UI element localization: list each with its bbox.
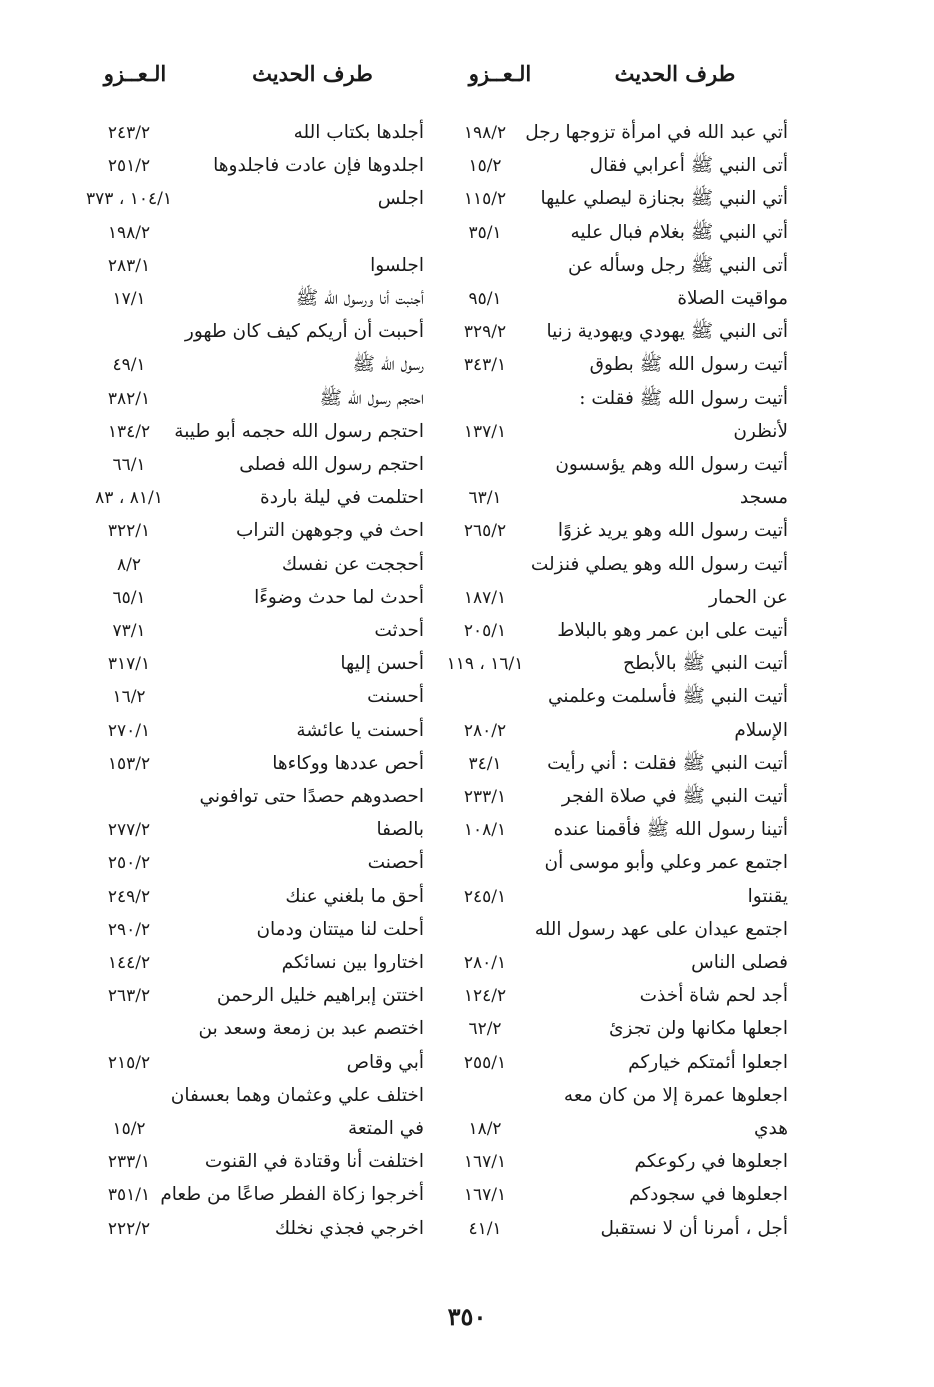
left-reference: ٢١٥/٢ (107, 1053, 151, 1073)
left-reference-header: الـعــزو (103, 61, 167, 86)
page-number: ٣٥٠ (447, 1302, 487, 1331)
right-hadith-entry: عن الحمار (709, 587, 788, 608)
right-hadith-entry: أتيت النبي ﷺ بالأبطح (623, 653, 788, 674)
left-hadith-entry: رسول الله ﷺ (352, 354, 424, 375)
right-reference: ٣٤٣/١ (463, 355, 507, 375)
left-hadith-entry: اختلف علي وعثمان وهما بعسفان (170, 1085, 424, 1106)
right-reference (430, 915, 540, 945)
right-reference: ٦٣/١ (468, 488, 502, 508)
left-hadith-entry: اختاروا بين نسائكم (281, 952, 424, 973)
right-reference: ١٦٧/١ (463, 1152, 507, 1172)
left-reference: ٢٤٣/٢ (107, 123, 151, 143)
right-hadith-entry: أتيت رسول الله ﷺ بطوق (589, 354, 788, 375)
left-reference: ٢٥١/٢ (107, 156, 151, 176)
left-reference: ٢٢٢/٢ (107, 1219, 151, 1239)
left-hadith-entry: أجلدها بكتاب الله (293, 122, 424, 143)
left-hadith-entry: احتلمت في ليلة باردة (260, 487, 424, 508)
left-reference: ٣١٧/١ (107, 654, 151, 674)
left-hadith-entry (180, 218, 424, 248)
left-hadith-entry: أحص عددها ووكاءها (272, 753, 424, 774)
right-hadith-entry: اجعلها مكانها ولن تجزئ (609, 1018, 788, 1039)
left-reference (68, 1081, 190, 1111)
right-hadith-entry: اجعلوها عمرة إلا من كان معه (563, 1085, 788, 1106)
left-hadith-entry: أبي وقاص (346, 1052, 424, 1073)
left-hadith-entry: أحببت أن أريكم كيف كان طهور (184, 321, 424, 342)
right-hadith-entry: اجعلوها في ركوعكم (634, 1151, 788, 1172)
right-reference: ٩٥/١ (468, 289, 502, 309)
left-hadith-entry: اجلدوها فإن عادت فاجلدوها (213, 155, 424, 176)
right-reference: ٢٦٥/٢ (463, 521, 507, 541)
left-hadith-entry: أحصنت (367, 852, 424, 873)
right-reference: ٢٤٥/١ (463, 887, 507, 907)
right-reference: ٣٢٩/٢ (463, 322, 507, 342)
left-hadith-entry: احتجم رسول الله حجمه أبو طيبة (174, 421, 424, 442)
left-hadith-entry: احتجم رسول الله ﷺ (319, 388, 424, 409)
left-reference: ١٥٣/٢ (107, 754, 151, 774)
left-reference: ٢٨٣/١ (107, 256, 151, 276)
left-hadith-entry: بالصفا (376, 819, 424, 840)
left-hadith-entry: اجلسوا (370, 255, 424, 276)
left-reference: ٢٤٩/٢ (107, 887, 151, 907)
left-reference: ٨/٢ (117, 555, 141, 575)
left-hadith-entry: احث في وجوههن التراب (235, 520, 424, 541)
left-reference (68, 317, 190, 347)
right-hadith-entry: مواقيت الصلاة (677, 288, 788, 309)
right-hadith-entry: هدي (754, 1118, 788, 1139)
left-reference: ٦٥/١ (112, 588, 146, 608)
right-reference: ١٢٤/٢ (463, 986, 507, 1006)
right-hadith-entry: اجتمع عمر وعلي وأبو موسى أن (544, 852, 788, 873)
left-hadith-entry: أحدثت (374, 620, 424, 641)
left-hadith-entry: احتجم رسول الله فصلى (239, 454, 424, 475)
left-hadith-entry: أخرجوا زكاة الفطر صاعًا من طعام (160, 1184, 424, 1205)
right-reference (430, 848, 540, 878)
left-reference: ١٥/٢ (112, 1119, 146, 1139)
right-reference (430, 450, 540, 480)
left-reference: ٤٩/١ (112, 355, 146, 375)
left-hadith-entry: أحق ما بلغني عنك (285, 886, 424, 907)
right-reference: ١٦/١ ، ١١٩ (446, 654, 524, 674)
right-hadith-entry: اجعلوها في سجودكم (629, 1184, 788, 1205)
right-hadith-entry: أتيت رسول الله وهو يصلي فنزلت (530, 554, 788, 575)
right-reference (430, 384, 540, 414)
right-reference: ١٥/٢ (468, 156, 502, 176)
left-reference: ٧٣/١ (112, 621, 146, 641)
left-reference: ٢٥٠/٢ (107, 853, 151, 873)
left-hadith-entry: أحججت عن نفسك (281, 554, 424, 575)
right-reference: ٦٢/٢ (468, 1019, 502, 1039)
right-reference (430, 1081, 540, 1111)
left-hadith-entry: اختلفت أنا وقتادة في القنوت (204, 1151, 424, 1172)
right-reference: ٢٨٠/١ (463, 953, 507, 973)
left-reference: ٢٩٠/٢ (107, 920, 151, 940)
left-reference (68, 782, 190, 812)
left-hadith-entry: في المتعة (347, 1118, 424, 1139)
left-reference: ١٣٤/٢ (107, 422, 151, 442)
left-hadith-entry: أجنبت أنا ورسول الله ﷺ (295, 288, 424, 309)
left-hadith-header: طرف الحديث (252, 61, 373, 86)
right-hadith-entry: الإسلام (734, 720, 788, 741)
right-hadith-entry: لأنظرن (733, 421, 788, 442)
right-reference: ٣٤/١ (468, 754, 502, 774)
left-reference: ٢٧٧/٢ (107, 820, 151, 840)
right-reference (430, 682, 540, 712)
left-reference: ٢٦٣/٢ (107, 986, 151, 1006)
right-reference: ١٨/٢ (468, 1119, 502, 1139)
left-hadith-entry: أحسنت (367, 686, 424, 707)
right-hadith-entry: أتيت النبي ﷺ فأسلمت وعلمني (547, 686, 788, 707)
right-reference: ٢٥٥/١ (463, 1053, 507, 1073)
right-hadith-entry: فصلى الناس (691, 952, 788, 973)
right-hadith-entry: أتيت النبي ﷺ في صلاة الفجر (561, 786, 788, 807)
right-reference: ٤١/١ (468, 1219, 502, 1239)
right-hadith-entry: اجعلوا أئمتكم خياركم (628, 1052, 788, 1073)
right-hadith-entry: أتي النبي ﷺ بغلام فبال عليه (570, 222, 788, 243)
right-hadith-entry: أتيت النبي ﷺ فقلت : أني رأيت (547, 753, 788, 774)
right-hadith-entry: أجد لحم شاة أخذت (639, 985, 788, 1006)
right-reference: ٣٥/١ (468, 223, 502, 243)
right-hadith-entry: أتيت رسول الله وهو يريد غزوًا (557, 520, 788, 541)
right-reference-header: الـعــزو (468, 61, 532, 86)
right-hadith-entry: يقنتوا (747, 886, 788, 907)
right-hadith-entry: أتى النبي ﷺ أعرابي فقال (589, 155, 788, 176)
right-reference: ٢٠٥/١ (463, 621, 507, 641)
left-hadith-entry: اجلس (377, 188, 424, 209)
left-reference: ٨١/١ ، ٨٣ (95, 488, 163, 508)
right-reference: ١٣٧/١ (463, 422, 507, 442)
left-reference: ١٩٨/٢ (107, 223, 151, 243)
right-reference (430, 550, 540, 580)
left-reference (68, 1014, 190, 1044)
left-reference: ١٠٤/١ ، ٣٧٣ (86, 189, 172, 209)
left-reference: ١٤٤/٢ (107, 953, 151, 973)
left-hadith-entry: اختتن إبراهيم خليل الرحمن (216, 985, 424, 1006)
right-hadith-entry: أتينا رسول الله ﷺ فأقمنا عنده (553, 819, 788, 840)
right-hadith-entry: أتيت رسول الله وهم يؤسسون (555, 454, 788, 475)
left-hadith-entry: أحسن إليها (340, 653, 424, 674)
right-hadith-entry: اجتمع عيدان على عهد رسول الله (534, 919, 788, 940)
right-reference: ١٨٧/١ (463, 588, 507, 608)
right-hadith-header: طرف الحديث (614, 61, 736, 86)
left-reference: ٣٨٢/١ (107, 389, 151, 409)
right-reference: ٢٣٣/١ (463, 787, 507, 807)
left-reference: ٢٧٠/١ (107, 721, 151, 741)
right-reference: ١٦٧/١ (463, 1185, 507, 1205)
left-hadith-entry: اختصم عبد بن زمعة وسعد بن (198, 1018, 424, 1039)
right-reference: ١٠٨/١ (463, 820, 507, 840)
right-hadith-entry: أتي عبد الله في امرأة تزوجها رجل (525, 122, 788, 143)
right-hadith-entry: أجل ، أمرنا أن لا نستقبل (600, 1218, 788, 1239)
right-reference: ١١٥/٢ (463, 189, 507, 209)
left-hadith-entry: أحدث لما حدث وضوءًا (254, 587, 424, 608)
left-reference: ١٦/٢ (112, 687, 146, 707)
left-hadith-entry: أحلت لنا ميتتان ودمان (256, 919, 424, 940)
left-hadith-entry: احصدوهم حصدًا حتى توافوني (199, 786, 424, 807)
left-reference: ١٧/١ (112, 289, 146, 309)
left-reference: ٣٥١/١ (107, 1185, 151, 1205)
right-hadith-entry: أتي النبي ﷺ بجنازة ليصلي عليها (540, 188, 788, 209)
right-hadith-entry: أتيت على ابن عمر وهو بالبلاط (557, 620, 788, 641)
left-hadith-entry: اخرجي فجذي نخلك (274, 1218, 424, 1239)
left-reference: ٦٦/١ (112, 455, 146, 475)
right-hadith-entry: أتيت رسول الله ﷺ فقلت : (579, 388, 788, 409)
right-hadith-entry: أتى النبي ﷺ يهودي ويهودية زنيا (546, 321, 788, 342)
left-reference: ٣٢٢/١ (107, 521, 151, 541)
right-hadith-entry: مسجد (739, 487, 788, 508)
left-reference: ٢٣٣/١ (107, 1152, 151, 1172)
right-reference: ١٩٨/٢ (463, 123, 507, 143)
right-hadith-entry: أتى النبي ﷺ رجل وسأله عن (568, 255, 788, 276)
right-reference (430, 251, 540, 281)
left-hadith-entry: أحسنت يا عائشة (296, 720, 424, 741)
right-reference: ٢٨٠/٢ (463, 721, 507, 741)
